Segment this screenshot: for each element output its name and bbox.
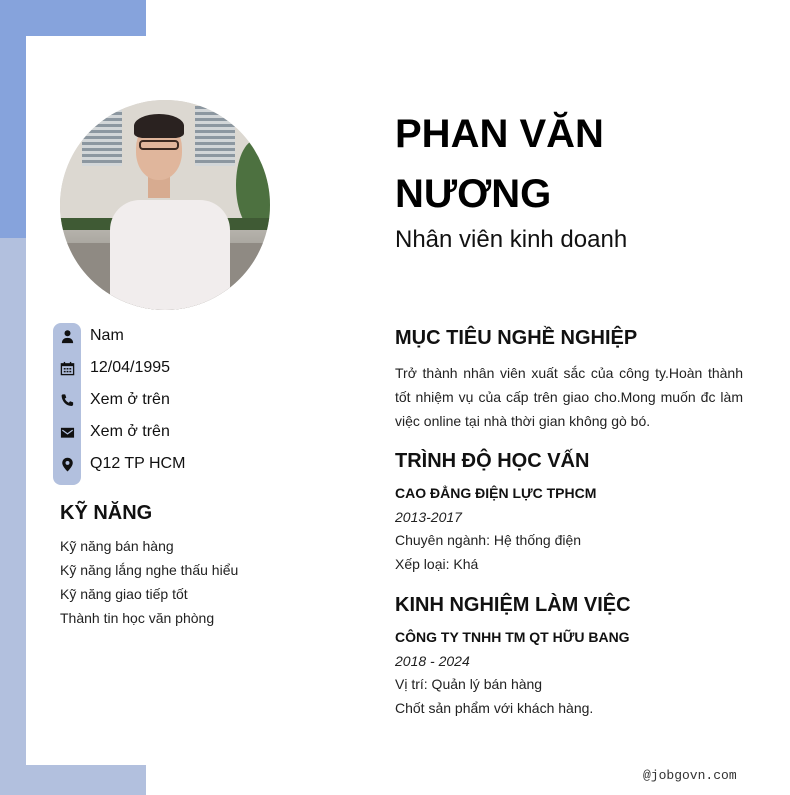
experience-company: CÔNG TY TNHH TM QT HỮU BANG [395, 629, 630, 645]
experience-position: Vị trí: Quản lý bán hàng [395, 676, 543, 692]
person-icon [53, 324, 81, 348]
email-icon [53, 420, 81, 444]
experience-heading: KINH NGHIỆM LÀM VIỆC [395, 594, 631, 616]
decor-bottom-bar [0, 765, 146, 795]
contact-phone [53, 388, 353, 412]
skill-item: Thành tin học văn phòng [60, 610, 215, 626]
education-school: CAO ĐẲNG ĐIỆN LỰC TPHCM [395, 485, 597, 501]
site-watermark: @jobgovn.com [643, 768, 737, 783]
skill-item: Kỹ năng bán hàng [60, 538, 174, 554]
decor-top-bar [0, 0, 146, 36]
contact-address [53, 452, 353, 476]
candidate-job-title: Nhân viên kinh doanh [395, 226, 628, 253]
decor-left-strip-dark [0, 36, 26, 238]
phone-icon [53, 388, 81, 412]
contact-email [53, 420, 353, 444]
education-grade: Xếp loại: Khá [395, 556, 479, 572]
contact-birthdate-value: 12/04/1995 [90, 359, 171, 376]
experience-description: Chốt sản phẩm với khách hàng. [395, 700, 594, 716]
profile-photo [60, 100, 270, 310]
contact-email-value: Xem ở trên [90, 423, 170, 440]
location-pin-icon [53, 452, 81, 476]
contact-phone-value: Xem ở trên [90, 391, 170, 408]
skill-item: Kỹ năng giao tiếp tốt [60, 586, 188, 602]
education-period: 2013-2017 [395, 509, 462, 525]
experience-period: 2018 - 2024 [395, 653, 470, 669]
skill-item: Kỹ năng lắng nghe thấu hiểu [60, 562, 239, 578]
education-heading: TRÌNH ĐỘ HỌC VẤN [395, 450, 590, 472]
objective-text: Trở thành nhân viên xuất sắc của công ty.Hoàn thành tốt nhiệm vụ của cấp trên giao cho.Mong muốn đc làm việc online tại nhà thời gian không gò bó. [395, 365, 743, 429]
candidate-name: PHAN VĂN NƯƠNG [395, 112, 604, 216]
contact-gender-value: Nam [90, 327, 124, 344]
education-major: Chuyên ngành: Hệ thống điện [395, 532, 582, 548]
objective-heading: MỤC TIÊU NGHỀ NGHIỆP [395, 327, 638, 349]
skills-heading: KỸ NĂNG [60, 502, 153, 524]
contact-gender [53, 324, 353, 348]
calendar-icon [53, 356, 81, 380]
contact-address-value: Q12 TP HCM [90, 455, 186, 472]
decor-left-strip-light [0, 238, 26, 795]
contact-birthdate [53, 356, 353, 380]
